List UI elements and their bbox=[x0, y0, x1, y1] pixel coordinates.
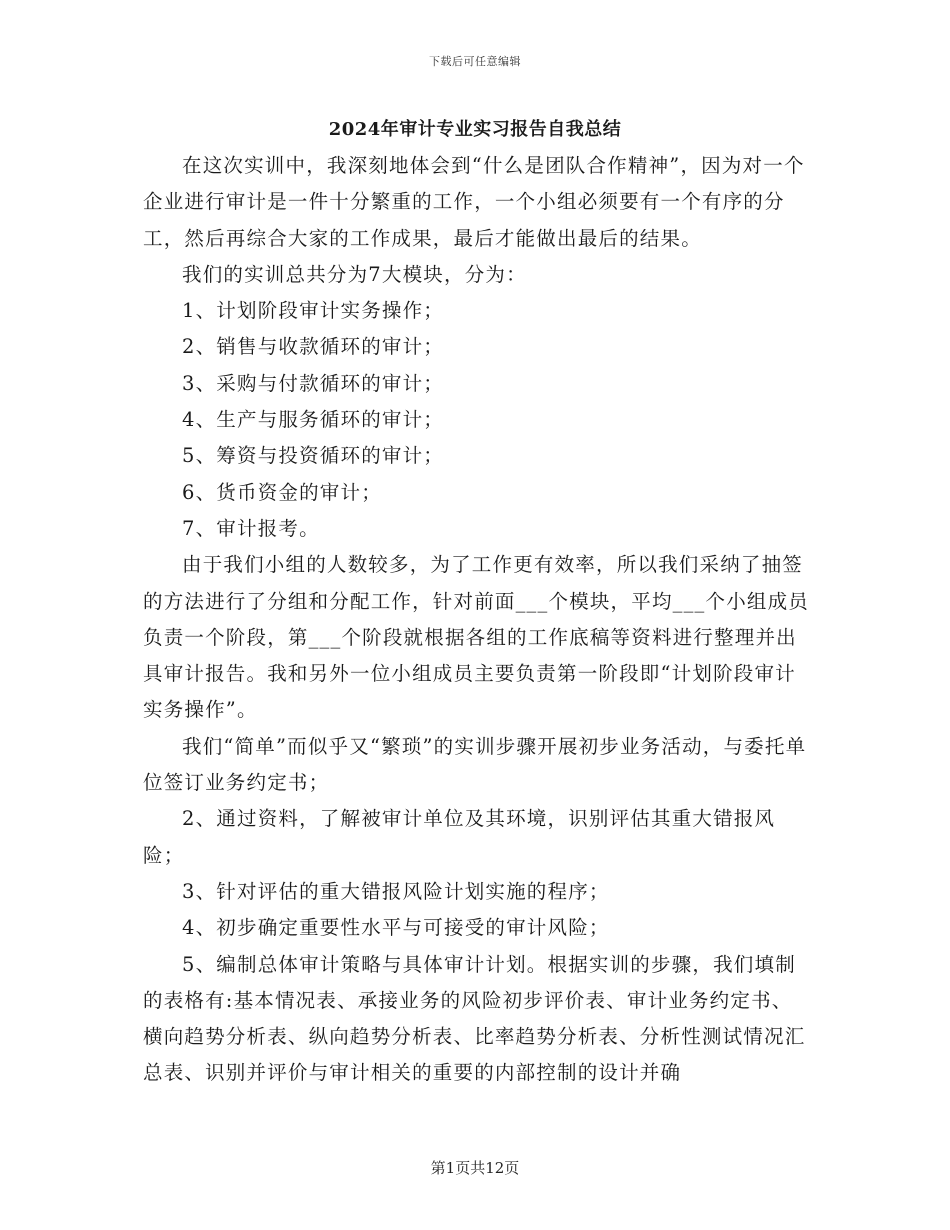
list-item-step-2: 2、通过资料，了解被审计单位及其环境，识别评估其重大错报风险； bbox=[143, 807, 776, 867]
list-item-module-4: 4、生产与服务循环的审计； bbox=[182, 408, 445, 432]
paragraph-team-division: 由于我们小组的人数较多，为了工作更有效率，所以我们采纳了抽签的方法进行了分组和分配工作，针对前面___个模块，平均___个小组成员负责一个阶段，第___个阶段就根据各组的工作底稿等资料进行整理并出具审计报告。我和另外一位小组成员主要负责第一阶段即“计划阶段审计实务操作”。 bbox=[143, 553, 810, 722]
list-item-module-3: 3、采购与付款循环的审计； bbox=[182, 371, 445, 395]
page-header-note: 下载后可任意编辑 bbox=[429, 55, 521, 68]
list-item-module-7: 7、审计报考。 bbox=[182, 516, 320, 540]
list-item-module-5: 5、筹资与投资循环的审计； bbox=[182, 444, 445, 468]
list-item-module-1: 1、计划阶段审计实务操作； bbox=[182, 299, 445, 323]
paragraph-intro: 在这次实训中，我深刻地体会到“什么是团队合作精神”，因为对一个企业进行审计是一件十分繁重的工作，一个小组必须要有一个有序的分工，然后再综合大家的工作成果，最后才能做出最后的结果。 bbox=[143, 154, 805, 250]
document-title: 2024年审计专业实习报告自我总结 bbox=[328, 119, 622, 140]
list-item-step-5: 5、编制总体审计策略与具体审计计划。根据实训的步骤，我们填制的表格有:基本情况表、承接业务的风险初步评价表、审计业务约定书、横向趋势分析表、纵向趋势分析表、比率趋势分析表、分析性测试情况汇总表、识别并评价与审计相关的重要的内部控制的设计并确 bbox=[143, 952, 806, 1085]
page-footer: 第1页共12页 bbox=[430, 1159, 520, 1177]
list-item-step-3: 3、针对评估的重大错报风险计划实施的程序； bbox=[182, 879, 610, 903]
paragraph-modules-intro: 我们的实训总共分为7大模块，分为： bbox=[182, 262, 527, 286]
list-item-module-6: 6、货币资金的审计； bbox=[182, 480, 382, 504]
paragraph-steps-intro: 我们“简单”而似乎又“繁琐”的实训步骤开展初步业务活动，与委托单位签订业务约定书； bbox=[143, 734, 807, 795]
list-item-module-2: 2、销售与收款循环的审计； bbox=[182, 335, 445, 359]
list-item-step-4: 4、初步确定重要性水平与可接受的审计风险； bbox=[182, 916, 610, 940]
document-body bbox=[143, 148, 813, 1092]
